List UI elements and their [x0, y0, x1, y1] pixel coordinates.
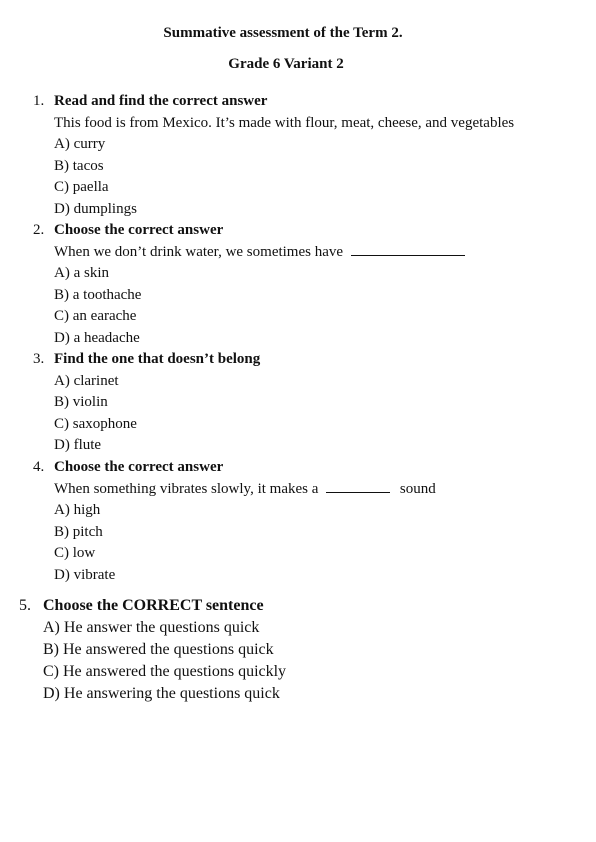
question-prompt: When we don’t drink water, we sometimes have	[54, 244, 344, 260]
answer-option: D) flute	[54, 437, 102, 453]
question-prompt-line	[54, 243, 465, 261]
page-title: Summative assessment of the Term 2.	[163, 25, 403, 41]
answer-blank	[351, 243, 465, 256]
question-number: 5.	[19, 597, 31, 614]
page-subtitle: Grade 6 Variant 2	[228, 56, 344, 72]
answer-option: A) high	[54, 502, 101, 518]
question-prompt-line	[54, 480, 436, 498]
answer-option: B) He answered the questions quick	[43, 641, 274, 658]
question-heading: Choose the CORRECT sentence	[43, 597, 264, 614]
answer-option: C) an earache	[54, 308, 137, 324]
question-heading: Choose the correct answer	[54, 459, 224, 475]
question-prompt: This food is from Mexico. It’s made with flour, meat, cheese, and vegetables	[54, 115, 515, 131]
question-prompt-after: sound	[399, 481, 436, 497]
answer-option: B) a toothache	[54, 287, 142, 303]
answer-option: B) tacos	[54, 158, 104, 174]
question-number: 4.	[33, 459, 45, 475]
question-heading: Choose the correct answer	[54, 222, 224, 238]
answer-option: C) saxophone	[54, 416, 137, 432]
answer-option: D) a headache	[54, 330, 140, 346]
answer-option: B) violin	[54, 394, 108, 410]
answer-option: C) He answered the questions quickly	[43, 663, 287, 680]
answer-option: A) clarinet	[54, 373, 119, 389]
question-prompt-before: When something vibrates slowly, it makes a	[54, 481, 319, 497]
answer-option: D) He answering the questions quick	[43, 685, 280, 702]
question-number: 3.	[33, 351, 45, 367]
answer-option: C) paella	[54, 179, 109, 195]
answer-option: A) curry	[54, 136, 106, 152]
question-number: 2.	[33, 222, 45, 238]
answer-option: D) dumplings	[54, 201, 137, 217]
question-heading: Read and find the correct answer	[54, 93, 268, 109]
answer-blank	[326, 480, 390, 493]
answer-option: C) low	[54, 545, 96, 561]
answer-option: B) pitch	[54, 524, 103, 540]
answer-option: A) He answer the questions quick	[43, 619, 260, 636]
answer-option: A) a skin	[54, 265, 109, 281]
question-heading: Find the one that doesn’t belong	[54, 351, 261, 367]
answer-option: D) vibrate	[54, 567, 116, 583]
question-number: 1.	[33, 93, 45, 109]
